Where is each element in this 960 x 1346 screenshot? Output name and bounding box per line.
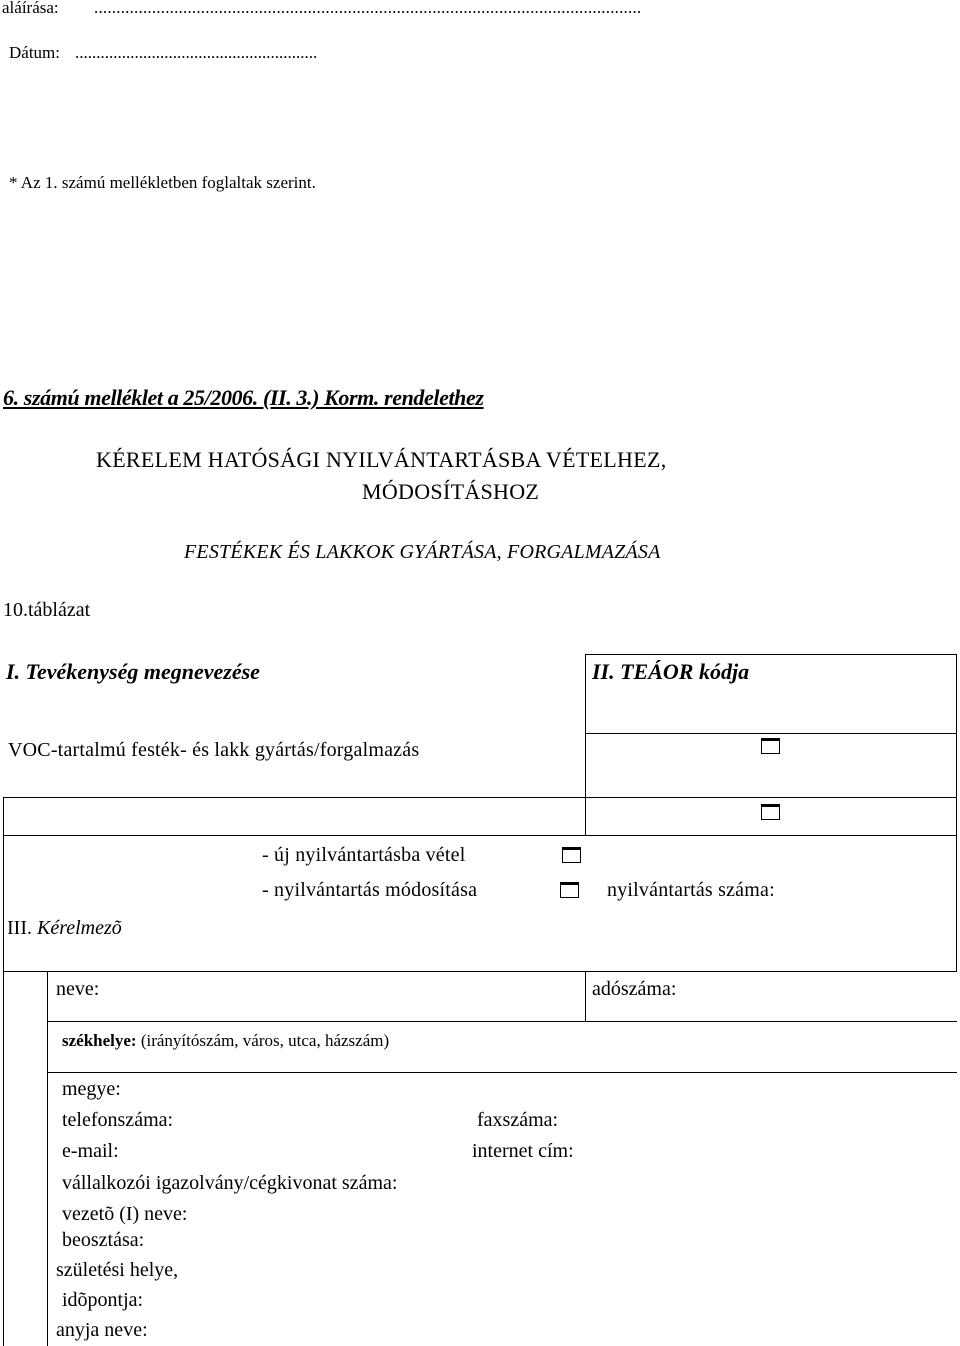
form-title-line2: MÓDOSÍTÁSHOZ — [362, 479, 540, 504]
date-dots[interactable]: ......................................................... — [75, 44, 318, 61]
section3-heading-roman: III. — [7, 917, 32, 939]
form-title-line1: KÉRELEM HATÓSÁGI NYILVÁNTARTÁSBA VÉTELHEZ, — [96, 447, 667, 472]
new-registration-checkbox[interactable] — [562, 847, 581, 863]
teaor-checkbox-1[interactable] — [761, 738, 780, 754]
applicant-registration-label: vállalkozói igazolvány/cégkivonat száma: — [62, 1172, 398, 1194]
option-modification: - nyilvántartás módosítása — [262, 879, 478, 901]
applicant-county-label: megye: — [62, 1078, 121, 1100]
registry-number-label: nyilvántartás száma: — [607, 879, 775, 901]
applicant-fax-label: faxszáma: — [477, 1109, 559, 1131]
row-divider-1 — [585, 733, 957, 734]
section1-heading: I. Tevékenység megnevezése — [6, 659, 260, 684]
applicant-web-label: internet cím: — [472, 1140, 574, 1162]
table-label: 10.táblázat — [3, 599, 91, 621]
manager-position-label: beosztása: — [62, 1229, 145, 1251]
applicant-tax-number-label: adószáma: — [592, 978, 677, 1000]
row-divider-4 — [3, 971, 957, 972]
table-left-border — [3, 797, 4, 1346]
applicant-email-label: e-mail: — [62, 1140, 119, 1162]
date-label: Dátum: — [9, 43, 60, 62]
manager-birthplace-label: születési helye, — [56, 1259, 179, 1281]
row-divider-2 — [3, 797, 957, 798]
form-subtitle: FESTÉKEK ÉS LAKKOK GYÁRTÁSA, FORGALMAZÁSA — [184, 541, 661, 563]
inner-left-border — [47, 971, 48, 1346]
option-new-registration: - új nyilvántartásba vétel — [262, 844, 466, 866]
manager-birthdate-label: idõpontja: — [62, 1289, 144, 1311]
applicant-seat-row — [62, 1032, 389, 1049]
table-right-border — [956, 654, 957, 972]
applicant-name-label: neve: — [56, 978, 100, 1000]
signature-label: aláírása: — [2, 0, 59, 17]
tax-column-divider — [585, 971, 586, 1021]
modification-checkbox[interactable] — [560, 882, 579, 898]
applicant-phone-label: telefonszáma: — [62, 1109, 174, 1131]
column-divider — [585, 654, 586, 836]
table-top-border — [585, 654, 957, 655]
applicant-seat-hint: (irányítószám, város, utca, házszám) — [140, 1031, 390, 1050]
teaor-checkbox-2[interactable] — [761, 804, 780, 820]
applicant-seat-label: székhelye: — [62, 1031, 137, 1050]
signature-dots[interactable]: ........................................................................................................................... — [94, 0, 642, 16]
section3-heading — [7, 918, 122, 938]
annex-title: 6. számú melléklet a 25/2006. (II. 3.) Korm. rendelethez — [3, 385, 484, 410]
activity-name: VOC-tartalmú festék- és lakk gyártás/forgalmazás — [8, 739, 420, 761]
manager-name-label: vezetõ (I) neve: — [62, 1203, 188, 1225]
footnote: * Az 1. számú mellékletben foglaltak szerint. — [9, 173, 316, 192]
manager-mother-name-label: anyja neve: — [56, 1319, 148, 1341]
row-divider-6 — [47, 1072, 957, 1073]
row-divider-3 — [3, 835, 957, 836]
section2-heading: II. TEÁOR kódja — [592, 659, 750, 684]
row-divider-5 — [47, 1021, 957, 1022]
section3-heading-text: Kérelmezõ — [36, 917, 122, 939]
